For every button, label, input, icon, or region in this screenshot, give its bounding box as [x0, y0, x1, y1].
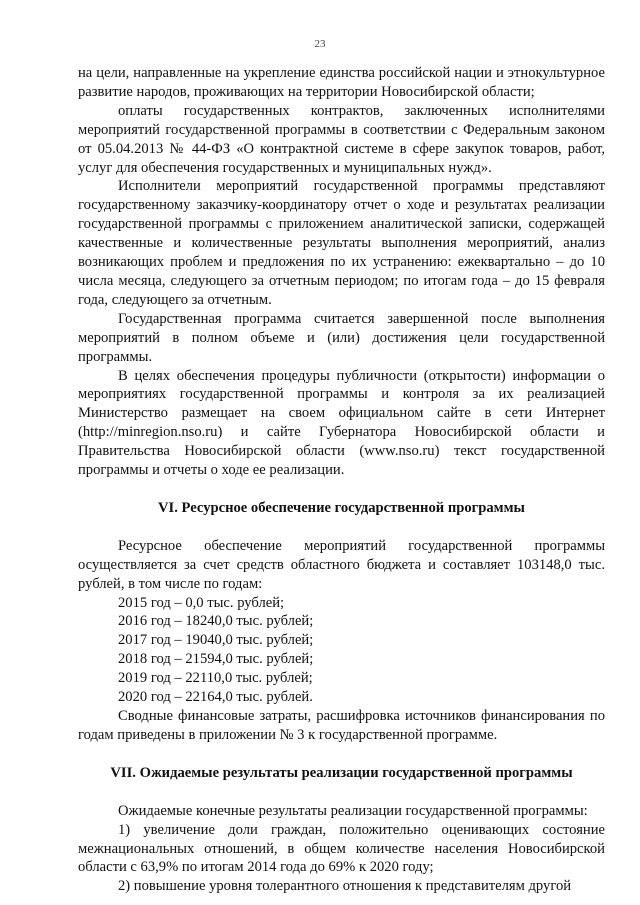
paragraph-goals: на цели, направленные на укрепление единства российской нации и этнокультурное развитие народов, проживающих на территории Новосибирской области; — [78, 65, 605, 100]
paragraph-contract-payments: оплаты государственных контрактов, заключенных исполнителями мероприятий государственной программы в соответствии с Федеральным законом от 05.04.2013 № 44-ФЗ «О контрактной системе в сфере закупок товаров, работ, услуг для обеспечения государственных и муниципальных нужд». — [78, 102, 605, 176]
funding-year-line: 2017 год – 19040,0 тыс. рублей; — [118, 632, 314, 649]
spacer — [78, 745, 605, 764]
paragraph-completion: Государственная программа считается завершенной после выполнения мероприятий в полном объеме и (или) достижения цели государственной программы. — [78, 310, 605, 365]
funding-year-line: 2018 год – 21594,0 тыс. рублей; — [118, 651, 314, 668]
page-number: 23 — [314, 38, 326, 50]
funding-year-line: 2020 год – 22164,0 тыс. рублей. — [118, 689, 313, 706]
page-content — [78, 64, 605, 896]
funding-year-line: 2015 год – 0,0 тыс. рублей; — [118, 594, 285, 611]
spacer — [78, 783, 605, 802]
spacer — [78, 480, 605, 499]
paragraph-publicity: В целях обеспечения процедуры публичности (открытости) информации о мероприятиях государственной программы и контроля за их реализацией Министерство размещает на своем официальном сайте в сети Интернет (http://minregion.nso.ru) и сайте Губернатора Новосибирской области и Правительства Новосибирской области (www.nso.ru) текст государственной программы и отчеты о ходе ее реализации. — [78, 367, 605, 479]
section-heading-resources: VI. Ресурсное обеспечение государственной программы — [158, 499, 525, 516]
section-heading-results: VII. Ожидаемые результаты реализации государственной программы — [110, 764, 573, 781]
result-item: 2) повышение уровня толерантного отношения к представителям другой — [118, 878, 572, 895]
paragraph-resources-intro: Ресурсное обеспечение мероприятий государственной программы осуществляется за счет средств областного бюджета и составляет 103148,0 тыс. рублей, в том числе по годам: — [78, 537, 605, 592]
paragraph-results-intro: Ожидаемые конечные результаты реализации государственной программы: — [118, 802, 588, 819]
funding-year-line: 2019 год – 22110,0 тыс. рублей; — [118, 670, 313, 687]
spacer — [78, 518, 605, 537]
result-item: 1) увеличение доли граждан, положительно оценивающих состояние межнациональных отношений, в общем количестве населения Новосибирской области с 63,9% по итогам 2014 года до 69% к 2020 году; — [78, 821, 605, 876]
paragraph-resources-closing: Сводные финансовые затраты, расшифровка источников финансирования по годам приведены в приложении № 3 к государственной программе. — [78, 708, 605, 743]
paragraph-reporting: Исполнители мероприятий государственной программы представляют государственному заказчику-координатору отчет о ходе и результатах реализации государственной программы с приложением аналитической записки, содержащей качественные и количественные результаты выполнения мероприятий, анализ возникающих проблем и предложения по их устранению: ежеквартально – до 10 числа месяца, следующего за отчетным периодом; по итогам года – до 15 февраля года, следующего за отчетным. — [78, 178, 605, 308]
funding-year-line: 2016 год – 18240,0 тыс. рублей; — [118, 613, 314, 630]
